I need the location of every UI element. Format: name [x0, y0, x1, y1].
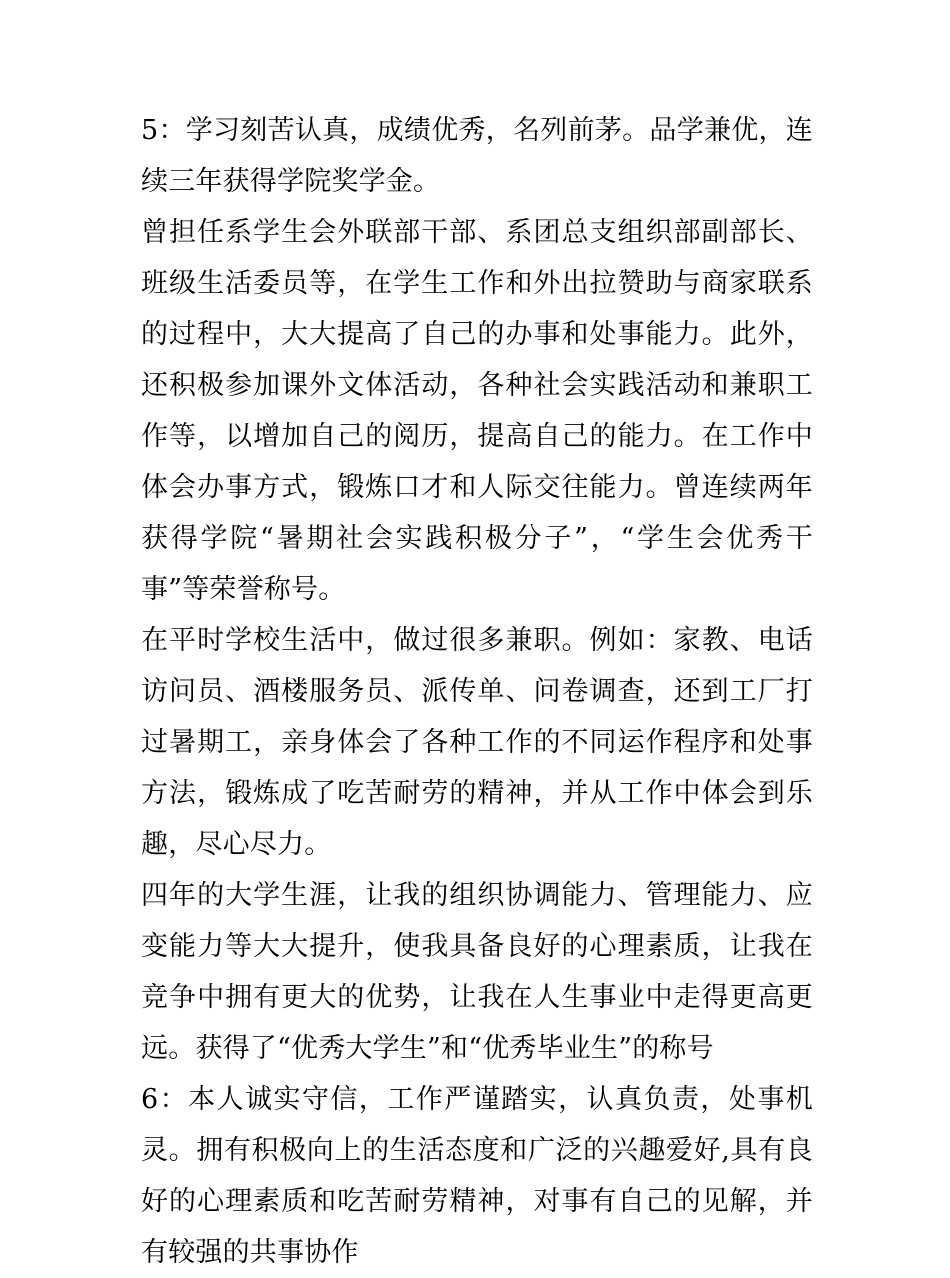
paragraph-item-6: 6：本人诚实守信，工作严谨踏实，认真负责，处事机灵。拥有积极向上的生活态度和广泛的兴趣爱好,具有良好的心理素质和吃苦耐劳精神，对事有自己的见解，并有较强的共事协作	[141, 1084, 813, 1268]
paragraph-item-5: 5：学习刻苦认真，成绩优秀，名列前茅。品学兼优，连续三年获得学院奖学金。	[141, 115, 813, 197]
paragraph-part-time-jobs: 在平时学校生活中，做过很多兼职。例如：家教、电话访问员、酒楼服务员、派传单、问卷调查，还到工厂打过暑期工，亲身体会了各种工作的不同运作程序和处事方法，锻炼成了吃苦耐劳的精神，并从工作中体会到乐趣，尽心尽力。	[141, 625, 813, 860]
document-body	[141, 105, 813, 1278]
paragraph-student-union: 曾担任系学生会外联部干部、系团总支组织部副部长、班级生活委员等，在学生工作和外出拉赞助与商家联系的过程中，大大提高了自己的办事和处事能力。此外，还积极参加课外文体活动，各种社会实践活动和兼职工作等，以增加自己的阅历，提高自己的能力。在工作中体会办事方式，锻炼口才和人际交往能力。曾连续两年获得学院“暑期社会实践积极分子”，“学生会优秀干事”等荣誉称号。	[141, 217, 813, 605]
paragraph-university-life: 四年的大学生涯，让我的组织协调能力、管理能力、应变能力等大大提升，使我具备良好的心理素质，让我在竞争中拥有更大的优势，让我在人生事业中走得更高更远。获得了“优秀大学生”和“优秀毕业生”的称号	[141, 880, 813, 1064]
